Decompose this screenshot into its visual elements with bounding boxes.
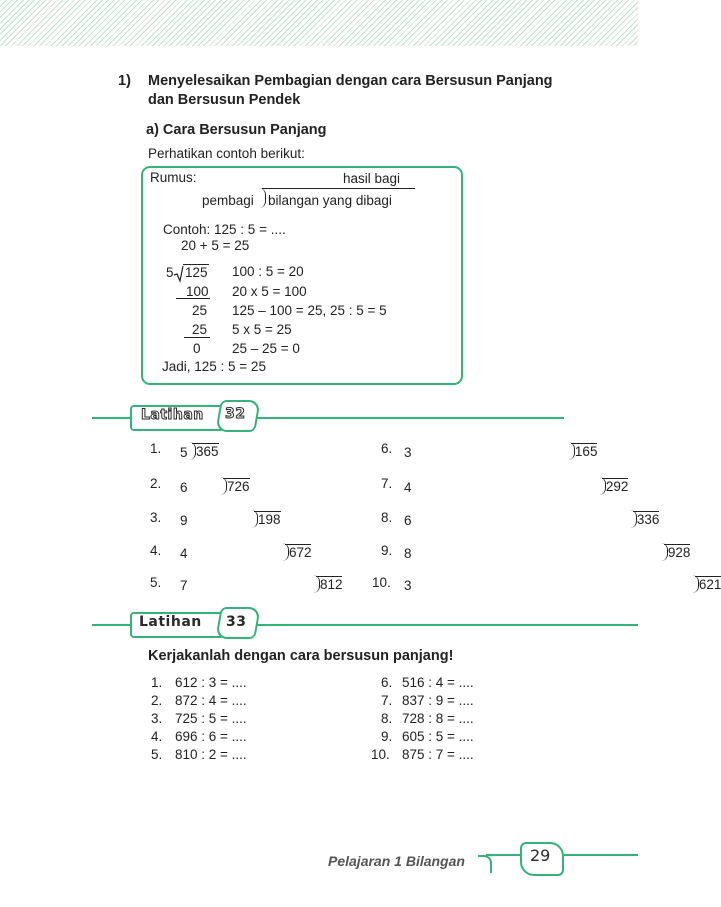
ex32-divisor-8: 6 — [404, 513, 412, 528]
explain-1: 100 : 5 = 20 — [232, 264, 304, 279]
ex32-dividend-4: 672 — [285, 544, 312, 561]
ex32-dividend-10: 621 — [695, 576, 721, 593]
page-number: 29 — [530, 846, 551, 865]
footer-chapter: Pelajaran 1 Bilangan — [328, 853, 465, 869]
work-step-1: 100 — [186, 284, 209, 299]
latihan33-instruction: Kerjakanlah dengan cara bersusun panjang! — [148, 648, 454, 664]
ex32-dividend-1: 365 — [192, 443, 219, 460]
ex33-q-5: 810 : 2 = .... — [175, 747, 247, 762]
ex33-num-3: 3. — [151, 711, 163, 726]
work-divisor: 5 — [166, 265, 174, 280]
ex33-num-6: 6. — [381, 675, 393, 690]
explain-4: 5 x 5 = 25 — [232, 322, 292, 337]
ex33-q-10: 875 : 7 = .... — [402, 747, 474, 762]
ex33-num-7: 7. — [381, 693, 393, 708]
ex32-dividend-6: 165 — [571, 443, 598, 460]
ex33-q-8: 728 : 8 = .... — [402, 711, 474, 726]
subsection-title: a) Cara Bersusun Panjang — [146, 122, 327, 138]
ex32-dividend-8: 336 — [633, 511, 660, 528]
ex33-num-8: 8. — [381, 711, 393, 726]
explain-2: 20 x 5 = 100 — [232, 284, 307, 299]
ex32-num-4: 4. — [150, 543, 162, 558]
ex32-divisor-2: 6 — [180, 480, 188, 495]
ex32-dividend-3: 198 — [254, 511, 281, 528]
ex32-num-1: 1. — [150, 441, 162, 456]
explain-5: 25 – 25 = 0 — [232, 341, 300, 356]
ex33-q-9: 605 : 5 = .... — [402, 729, 474, 744]
ex32-num-9: 9. — [381, 543, 393, 558]
ex32-divisor-4: 4 — [180, 546, 188, 561]
rumus-label: Rumus: — [150, 170, 197, 185]
rumus-dibagi: bilangan yang dibagi — [268, 193, 392, 208]
ex32-divisor-7: 4 — [404, 480, 412, 495]
contoh-sum: 20 + 5 = 25 — [181, 238, 250, 253]
ex32-dividend-2: 726 — [223, 478, 250, 495]
ex33-num-9: 9. — [381, 729, 393, 744]
ex33-num-2: 2. — [151, 693, 163, 708]
ex32-dividend-9: 928 — [664, 544, 691, 561]
latihan33-number: 33 — [226, 614, 247, 630]
section-number: 1) — [118, 73, 131, 89]
sqrt-sign — [174, 266, 184, 282]
ex32-num-10: 10. — [372, 575, 391, 590]
header-hatch-band — [0, 0, 638, 46]
ex33-q-2: 872 : 4 = .... — [175, 693, 247, 708]
rumus-hasil: hasil bagi — [343, 171, 401, 186]
work-dividend: 125 — [185, 265, 208, 280]
ex32-divisor-3: 9 — [180, 513, 188, 528]
explain-3: 125 – 100 = 25, 25 : 5 = 5 — [232, 303, 387, 318]
work-step-3: 25 — [192, 322, 208, 337]
ex33-num-1: 1. — [151, 675, 163, 690]
ex32-dividend-7: 292 — [602, 478, 629, 495]
ex33-q-3: 725 : 5 = .... — [175, 711, 247, 726]
section-title-line2: dan Bersusun Pendek — [148, 92, 301, 108]
footer-rule-hook — [478, 855, 492, 873]
ex32-divisor-9: 8 — [404, 546, 412, 561]
ex32-num-3: 3. — [150, 510, 162, 525]
ex32-num-6: 6. — [381, 441, 393, 456]
work-step-2: 25 — [192, 303, 208, 318]
ex32-divisor-5: 7 — [180, 578, 188, 593]
ex32-num-2: 2. — [150, 476, 162, 491]
work-line-1 — [176, 298, 210, 299]
latihan33-label: Latihan — [139, 614, 202, 630]
rumus-pembagi: pembagi — [202, 193, 254, 208]
ex32-divisor-1: 5 — [180, 445, 188, 460]
ex33-q-7: 837 : 9 = .... — [402, 693, 474, 708]
ex33-num-10: 10. — [371, 747, 390, 762]
ex33-num-5: 5. — [151, 747, 163, 762]
ex32-divisor-6: 3 — [404, 445, 412, 460]
work-step-4: 0 — [193, 341, 201, 356]
ex33-q-4: 696 : 6 = .... — [175, 729, 247, 744]
ex32-divisor-10: 3 — [404, 578, 412, 593]
intro-text: Perhatikan contoh berikut: — [148, 146, 305, 161]
conclusion-text: Jadi, 125 : 5 = 25 — [162, 359, 266, 374]
latihan32-number: 32 — [225, 406, 246, 422]
ex32-dividend-5: 812 — [316, 576, 343, 593]
rumus-vinculum — [262, 188, 415, 189]
ex32-num-8: 8. — [381, 510, 393, 525]
section-title-line1: Menyelesaikan Pembagian dengan cara Bersusun Panjang — [148, 73, 553, 89]
contoh-text: Contoh: 125 : 5 = .... — [163, 222, 286, 237]
ex33-num-4: 4. — [151, 729, 163, 744]
ex32-num-5: 5. — [150, 575, 162, 590]
work-line-2 — [184, 337, 210, 338]
ex33-q-6: 516 : 4 = .... — [402, 675, 474, 690]
ex32-num-7: 7. — [381, 476, 393, 491]
ex33-q-1: 612 : 3 = .... — [175, 675, 247, 690]
latihan32-label: Latihan — [141, 407, 204, 423]
